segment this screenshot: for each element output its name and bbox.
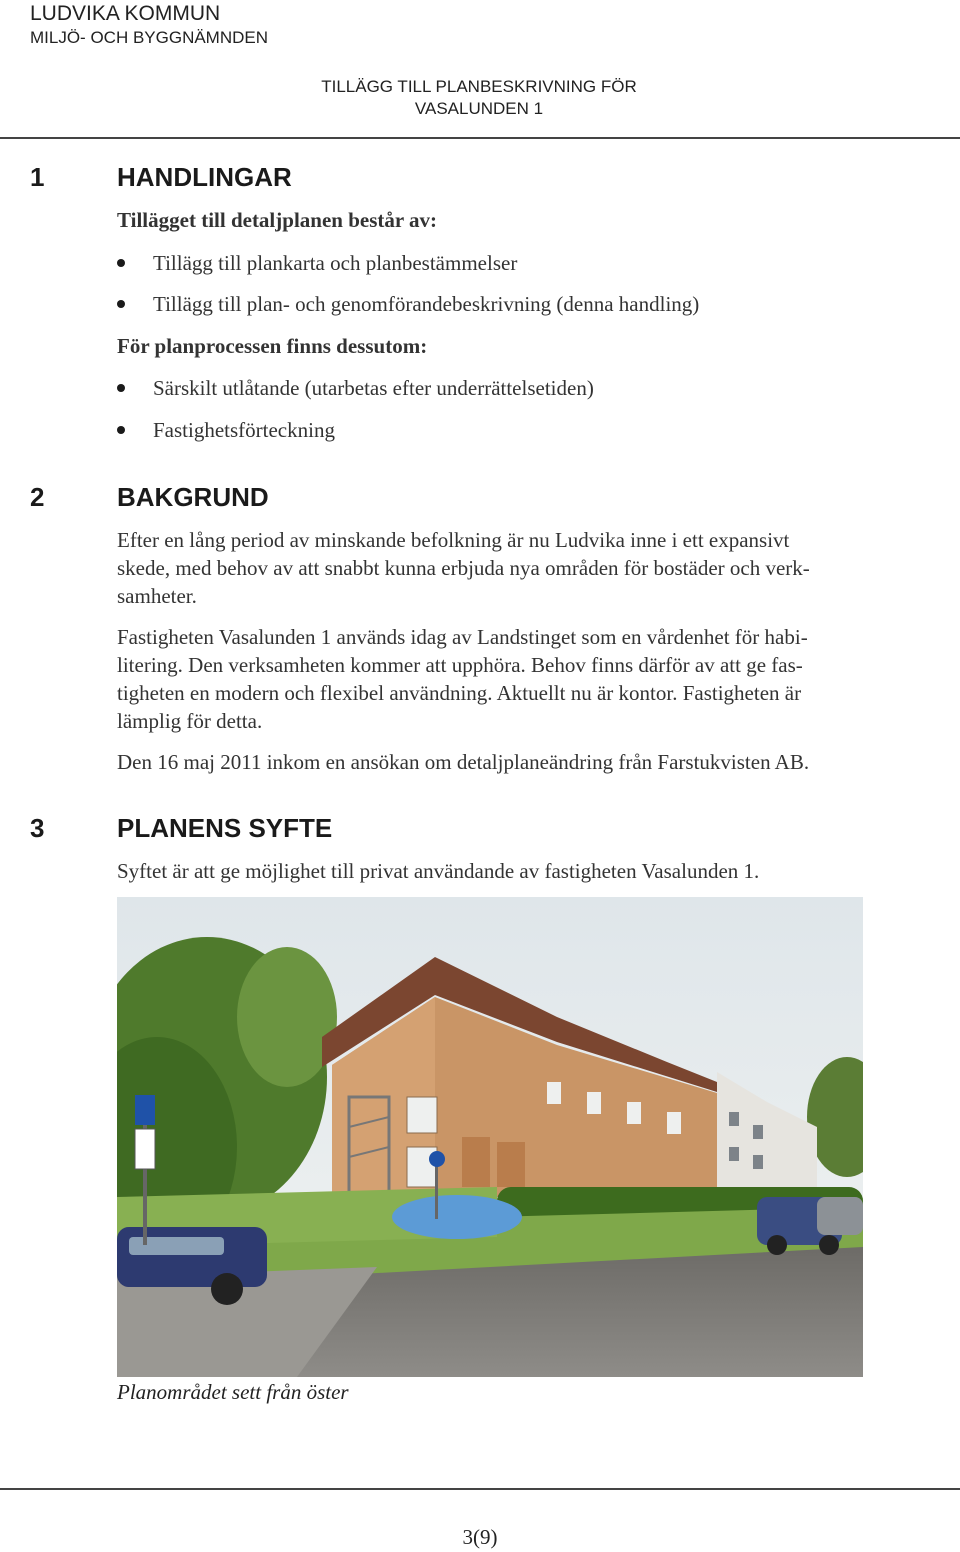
paragraph-line: Efter en lång period av minskande befolkning är nu Ludvika inne i ett expansivt [117, 528, 790, 552]
paragraph-line: Syftet är att ge möjlighet till privat användande av fastigheten Vasalunden 1. [117, 859, 760, 883]
section-number: 3 [30, 813, 45, 843]
section-title: PLANENS SYFTE [117, 813, 333, 843]
site-photo [117, 897, 863, 1377]
section-title: BAKGRUND [117, 482, 269, 512]
section-number: 2 [30, 482, 45, 512]
list-item-text: Särskilt utlåtande (utarbetas efter underrättelsetiden) [153, 376, 594, 400]
paragraph-line: Den 16 maj 2011 inkom en ansökan om detaljplaneändring från Farstukvisten AB. [117, 750, 810, 774]
list-item-text: Tillägg till plan- och genomförandebeskrivning (denna handling) [153, 292, 700, 316]
page-number: 3(9) [462, 1525, 498, 1549]
figure-caption: Planområdet sett från öster [117, 1380, 349, 1404]
paragraph-bakgrund-3 [117, 748, 927, 776]
bullet-icon [117, 259, 125, 267]
department-name: MILJÖ- OCH BYGGNÄMNDEN [30, 28, 269, 47]
subheading-detaljplan: Tillägget till detaljplanen består av: [117, 208, 438, 232]
footer-divider [0, 1488, 960, 1490]
section-heading-bakgrund [30, 482, 269, 512]
section-title: HANDLINGAR [117, 162, 292, 192]
section-number: 1 [30, 162, 45, 192]
list-item-text: Fastighetsförteckning [153, 418, 335, 442]
document-title-line1: TILLÄGG TILL PLANBESKRIVNING FÖR [321, 77, 637, 96]
section-heading-handlingar [30, 162, 292, 192]
paragraph-bakgrund-2 [117, 623, 927, 735]
list-item-text: Tillägg till plankarta och planbestämmelser [153, 251, 518, 275]
organization-name: LUDVIKA KOMMUN [30, 2, 221, 25]
section-heading-planens-syfte [30, 813, 332, 843]
document-title [250, 76, 708, 120]
paragraph-line: litering. Den verksamheten kommer att upphöra. Behov finns därför av att ge fas- [117, 653, 803, 677]
paragraph-line: skede, med behov av att snabbt kunna erbjuda nya områden för bostäder och verk- [117, 556, 810, 580]
subheading-planprocess: För planprocessen finns dessutom: [117, 334, 428, 358]
paragraph-line: samheter. [117, 584, 197, 608]
site-photo-illustration [117, 897, 863, 1377]
paragraph-syfte [117, 857, 927, 885]
bullet-icon [117, 300, 125, 308]
paragraph-line: tigheten en modern och flexibel användning. Aktuellt nu är kontor. Fastigheten är [117, 681, 802, 705]
paragraph-bakgrund-1 [117, 526, 927, 610]
paragraph-line: Fastigheten Vasalunden 1 används idag av Landstinget som en vårdenhet för habi- [117, 625, 808, 649]
header-divider [0, 137, 960, 139]
document-title-line2: VASALUNDEN 1 [414, 99, 544, 118]
paragraph-line: lämplig för detta. [117, 709, 263, 733]
bullet-icon [117, 426, 125, 434]
bullet-icon [117, 384, 125, 392]
